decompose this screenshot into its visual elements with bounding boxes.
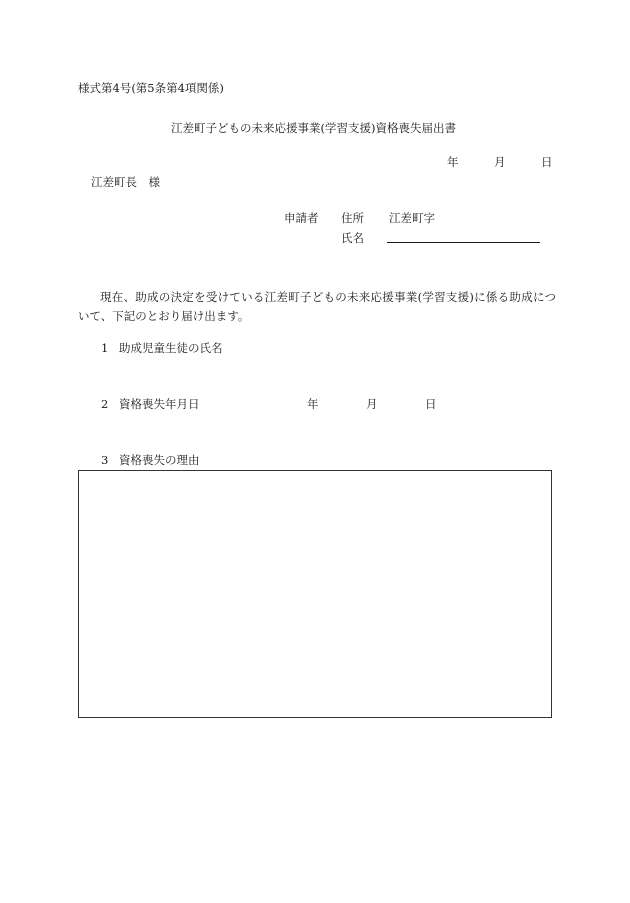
item-2-number: 2 (101, 397, 109, 411)
document-title: 江差町子どもの未来応援事業(学習支援)資格喪失届出書 (171, 121, 456, 135)
item-1-number: 1 (101, 341, 109, 355)
reason-input-box[interactable] (78, 470, 552, 718)
item-3-number: 3 (101, 453, 109, 467)
submission-date-day: 日 (541, 155, 553, 169)
form-number: 様式第4号(第5条第4項関係) (78, 81, 224, 95)
name-label: 氏名 (341, 231, 364, 245)
item-3-label: 資格喪失の理由 (119, 453, 200, 467)
submission-date-month: 月 (494, 155, 506, 169)
body-paragraph: 現在、助成の決定を受けている江差町子どもの未来応援事業(学習支援)に係る助成について、下記のとおり届け出ます。 (78, 290, 556, 323)
address-label: 住所 (341, 211, 364, 225)
loss-date-day: 日 (425, 397, 437, 411)
submission-date-year: 年 (447, 155, 459, 169)
item-1-label: 助成児童生徒の氏名 (119, 341, 223, 355)
loss-date-month: 月 (366, 397, 378, 411)
recipient: 江差町長 様 (91, 175, 160, 189)
applicant-label: 申請者 (284, 211, 319, 225)
address-field[interactable]: 江差町字 (389, 211, 435, 225)
name-field[interactable] (387, 242, 540, 243)
item-2-label: 資格喪失年月日 (119, 397, 200, 411)
loss-date-year: 年 (307, 397, 319, 411)
